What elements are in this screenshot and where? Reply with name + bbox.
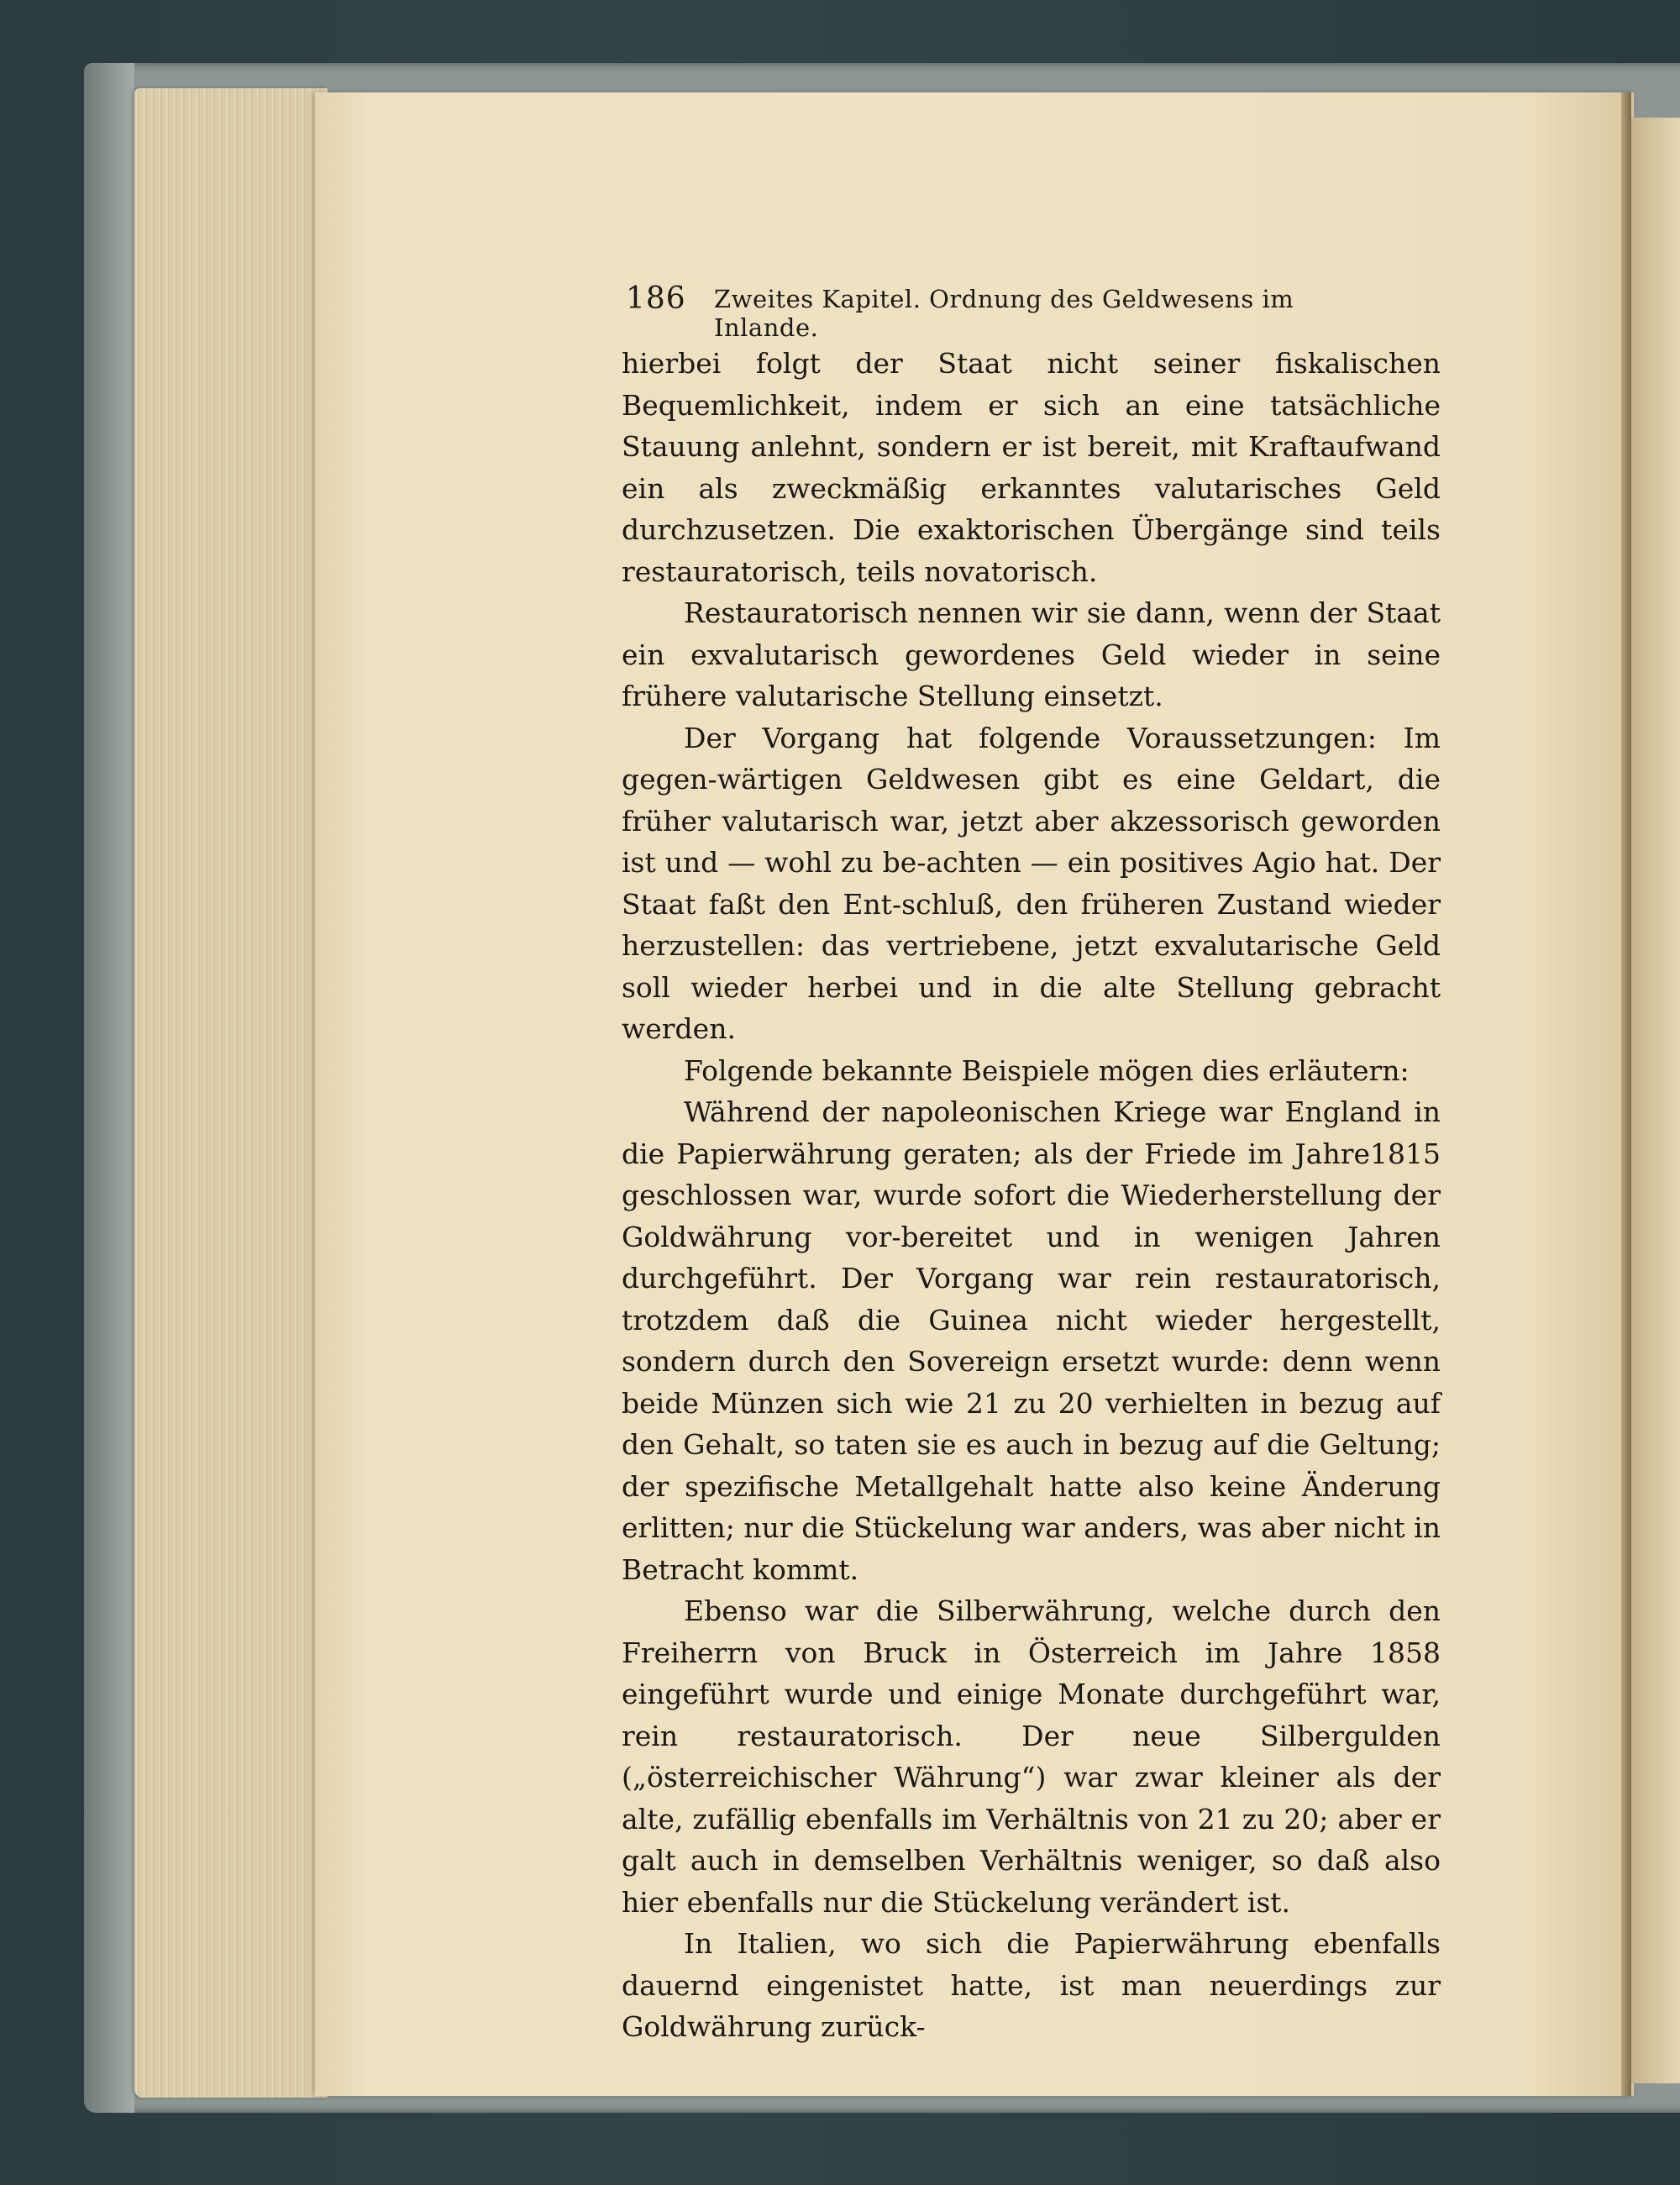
- page-number: 186: [626, 281, 686, 316]
- chapter-title: Zweites Kapitel. Ordnung des Geldwesens im Inlande.: [714, 285, 1294, 342]
- paragraph: Der Vorgang hat folgende Voraussetzungen: Im gegen-wärtigen Geldwesen gibt es eine Geldart, die früher valutarisch war, jetzt aber akzessorisch geworden ist und — wohl zu be-achten — ein positives Agio hat. Der Staat faßt den Ent-schluß, den früheren Zustand wieder herzustellen: das vertriebene, jetzt exvalutarische Geld soll wieder herbei und in die alte Stellung gebracht werden.: [622, 721, 1441, 1045]
- facing-page-edge: [1631, 118, 1680, 2083]
- paragraph: Ebenso war die Silberwährung, welche durch den Freiherrn von Bruck in Österreich im Jahre 1858 eingeführt wurde und einige Monate durchgeführt war, rein restauratorisch. Der neue Silbergulden („österreichischer Währung“) war zwar kleiner als der alte, zufällig ebenfalls im Verhältnis von 21 zu 20; aber er galt auch in demselben Verhältnis weniger, so daß also hier ebenfalls nur die Stückelung verändert ist.: [622, 1594, 1441, 1919]
- page-edges: [134, 88, 328, 2098]
- paragraph: Restauratorisch nennen wir sie dann, wenn der Staat ein exvalutarisch gewordenes Geld wieder in seine frühere valutarische Stellung einsetzt.: [622, 596, 1441, 712]
- paragraph: hierbei folgt der Staat nicht seiner fiskalischen Bequemlichkeit, indem er sich an eine tatsächliche Stauung anlehnt, sondern er ist bereit, mit Kraftaufwand ein als zweckmäßig erkanntes valutarisches Geld durchzusetzen. Die exaktorischen Übergänge sind teils restauratorisch, teils novatorisch.: [622, 347, 1441, 588]
- body-text: [622, 343, 1441, 2048]
- paragraph: Während der napoleonischen Kriege war England in die Papierwährung geraten; als der Friede im Jahre1815 geschlossen war, wurde sofort die Wiederherstellung der Goldwährung vor-bereitet und in wenigen Jahren durchgeführt. Der Vorgang war rein restauratorisch, trotzdem daß die Guinea nicht wieder hergestellt, sondern durch den Sovereign ersetzt wurde: denn wenn beide Münzen sich wie 21 zu 20 verhielten in bezug auf den Gehalt, so taten sie es auch in bezug auf die Geltung; der spezifische Metallgehalt hatte also keine Änderung erlitten; nur die Stückelung war anders, was aber nicht in Betracht kommt.: [622, 1095, 1441, 1586]
- running-head: [626, 281, 1365, 342]
- paragraph: Folgende bekannte Beispiele mögen dies erläutern:: [684, 1053, 1410, 1087]
- paragraph: In Italien, wo sich die Papierwährung ebenfalls dauernd eingenistet hatte, ist man neuerdings zur Goldwährung zurück-: [622, 1927, 1441, 2043]
- book-gutter: [1621, 92, 1631, 2096]
